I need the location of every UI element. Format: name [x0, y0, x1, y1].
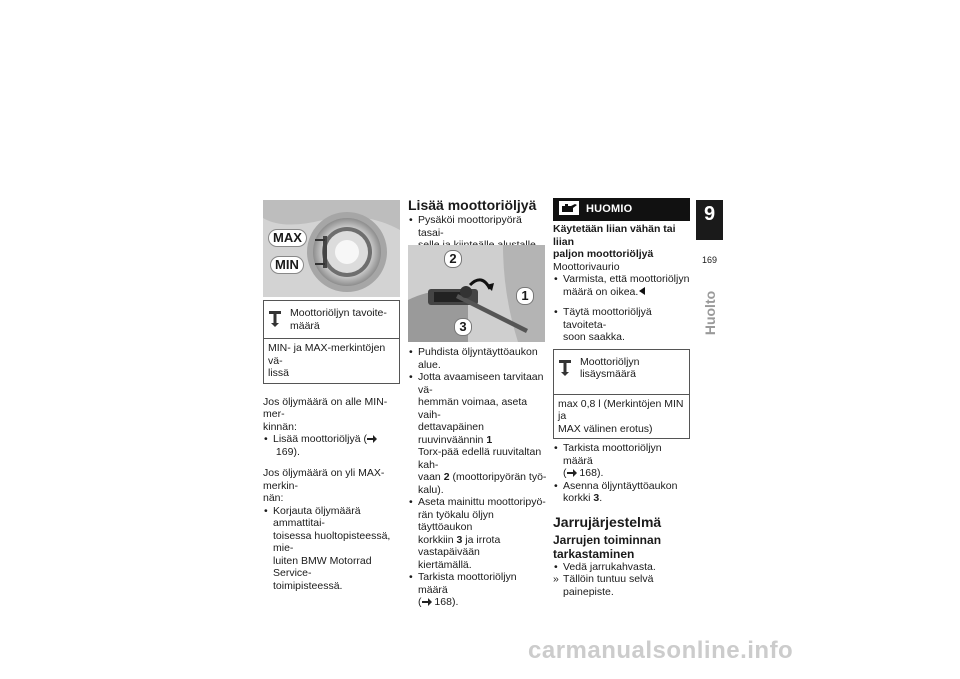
list-above-max: [263, 505, 400, 593]
text-run: määrä on oikea.: [563, 285, 639, 298]
max-label: MAX: [268, 229, 307, 247]
text-line: • Asenna öljyntäyttöaukon: [563, 479, 678, 492]
text-run: ).: [451, 596, 459, 608]
page-reference-arrow-icon: [422, 598, 432, 606]
spec-value-line: MIN- ja MAX-merkintöjen vä-: [268, 342, 386, 367]
text-run: korkki: [563, 492, 591, 504]
text-line: • Aseta mainittu moottoripyö-: [418, 496, 546, 508]
subheading-brake-check: [553, 533, 693, 561]
section-heading-add-oil: Lisää moottoriöljyä: [408, 197, 537, 213]
text-run: (moottoripyörän työ-: [452, 471, 547, 483]
column-2-steps: [408, 346, 548, 609]
text-line: • Korjauta öljymäärä ammattitai-: [273, 504, 361, 529]
part-number: 3: [593, 492, 600, 504]
text-line: rän työkalu öljyn täyttöaukon: [418, 508, 494, 533]
chapter-tab: [696, 200, 723, 240]
callout-1: 1: [516, 287, 534, 305]
sight-glass-illustration: [263, 200, 400, 297]
text-line: nän:: [263, 492, 284, 504]
text-run: vaan: [418, 471, 441, 483]
list-item: [553, 480, 693, 505]
text-run: .: [599, 492, 603, 504]
callout-3: 3: [454, 318, 472, 336]
text-line: Jos öljymäärä on yli MAX-merkin-: [263, 467, 385, 492]
oil-sight-glass-photo: [263, 200, 400, 297]
text-line: toisessa huoltopisteessä, mie-: [273, 529, 391, 554]
text-line: tarkastaminen: [553, 546, 635, 561]
end-marker-icon: [639, 287, 645, 295]
spec-value-line: lissä: [268, 367, 290, 379]
oil-can-icon: [559, 201, 579, 219]
text-run: Lisää moottoriöljyä (: [273, 433, 367, 445]
list-finish: [553, 442, 693, 505]
text-line: • Tarkista moottoriöljyn määrä: [418, 571, 517, 596]
part-number: 2: [443, 471, 450, 483]
part-number: 1: [486, 433, 493, 446]
list-item: [408, 571, 548, 609]
spec-value-line: MAX välinen erotus): [558, 422, 653, 435]
text-run: Tällöin tuntuu selvä painepiste.: [563, 573, 654, 598]
text-line: • Varmista, että moottoriöljyn: [563, 273, 690, 285]
page-reference-arrow-icon: [567, 469, 577, 477]
oil-filler-cap-photo: [408, 245, 545, 342]
list-item: [553, 273, 693, 298]
list-steps: [408, 346, 548, 609]
text-run: ).: [596, 467, 604, 479]
spec-title: Moottoriöljyn lisäysmäärä: [580, 355, 640, 380]
text-line: luiten BMW Motorrad Service-: [273, 554, 372, 579]
paragraph-above-max: [263, 467, 400, 505]
text-line: kiertämällä.: [418, 558, 472, 571]
list-item: [263, 505, 400, 593]
text-line: hemmän voimaa, aseta vaih-: [418, 396, 528, 421]
wrench-screw-icon: [268, 310, 290, 332]
side-section-label: [696, 283, 723, 343]
oil-fill-quantity-spec-box: [553, 349, 690, 440]
chapter-number: 9: [703, 203, 716, 225]
text-run: ).: [293, 445, 300, 458]
spec-title-line: määrä: [290, 319, 320, 332]
text-run: korkkiin: [418, 533, 454, 546]
text-run: Puhdista öljyntäyttöaukon alue.: [418, 346, 538, 371]
result-item: [553, 573, 693, 598]
list-result: [553, 573, 693, 598]
callout-2: 2: [444, 250, 462, 268]
list-item: [408, 496, 548, 571]
page-reference[interactable]: 168: [434, 596, 452, 608]
list-below-min: [263, 433, 400, 458]
warning-consequence: Moottorivaurio: [553, 260, 620, 273]
spec-value-line: max 0,8 l (Merkintöjen MIN ja: [558, 397, 684, 422]
page-reference-arrow-icon: [367, 435, 377, 443]
list-fill: [553, 306, 693, 344]
list-brake: [553, 561, 693, 574]
text-run: ja irrota vastapäivään: [418, 533, 501, 558]
text-line: Jarrujen toiminnan: [553, 532, 662, 547]
min-label: MIN: [270, 256, 304, 274]
page-reference[interactable]: 169: [275, 445, 294, 458]
list-item: [408, 346, 548, 371]
section-heading-brakes: Jarrujärjestelmä: [553, 513, 662, 530]
part-number: 3: [456, 533, 463, 546]
page-reference[interactable]: 168: [579, 467, 597, 479]
text-line: • Tarkista moottoriöljyn määrä: [563, 442, 662, 467]
text-line: paljon moottoriöljyä: [553, 248, 654, 260]
oil-target-spec-box: [263, 300, 400, 384]
list-item: [553, 442, 693, 480]
text-line: • Jotta avaamiseen tarvitaan vä-: [418, 371, 544, 396]
text-line: soon saakka.: [563, 331, 625, 343]
text-run: (: [563, 467, 567, 479]
side-label-text: Huolto: [701, 290, 718, 336]
text-line: Jos öljymäärä on alle MIN-mer-: [263, 395, 388, 420]
wrench-screw-icon: [558, 359, 580, 381]
text-run: Vedä jarrukahvasta.: [563, 560, 656, 573]
warning-title: [553, 223, 693, 261]
paragraph-below-min: [263, 396, 400, 434]
text-line: • Täytä moottoriöljyä tavoiteta-: [563, 306, 652, 331]
text-run: dettavapäinen ruuvinväännin: [418, 421, 484, 446]
list-item: [553, 306, 693, 344]
list-warning: [553, 273, 693, 298]
caution-label: HUOMIO: [586, 203, 633, 216]
caution-banner: [553, 198, 690, 221]
list-item: [263, 433, 400, 458]
watermark: carmanualsonline.info: [528, 637, 794, 664]
text-line: Käytetään liian vähän tai liian: [553, 223, 676, 248]
list-item: [553, 561, 693, 574]
text-line: toimipisteessä.: [273, 579, 343, 592]
column-2: [408, 197, 545, 252]
spec-title-line: Moottoriöljyn tavoite-: [290, 307, 387, 319]
page-number: 169: [701, 255, 718, 265]
text-line: kinnän:: [263, 420, 297, 433]
text-line: • Pysäköi moottoripyörä tasai-: [418, 214, 522, 239]
text-line: kalu).: [418, 483, 444, 496]
column-1: [263, 300, 400, 592]
text-line: Torx-pää edellä ruuvitaltan kah-: [418, 446, 542, 471]
list-item: [408, 371, 548, 496]
column-3: [553, 223, 693, 598]
text-run: (: [418, 596, 422, 608]
